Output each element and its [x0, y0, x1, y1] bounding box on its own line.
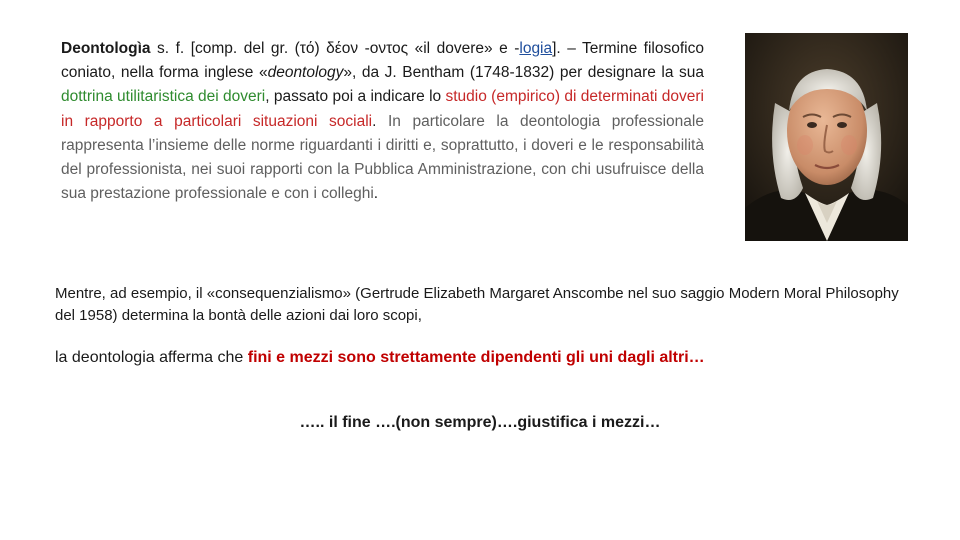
- utilitarian-doctrine-highlight: dottrina utilitaristica dei doveri: [61, 88, 266, 106]
- professional-deontology-text: In particolare la deontologia professionale rappresenta l’insieme delle norme riguardanti i diritti e, soprattutto, i doveri e le responsabilità del professionista, nei suoi rapporti con la Pubblica Amministrazione, con chi usufruisce della sua prestazione professionale e con i colleghi: [61, 112, 704, 203]
- empirical-study-highlight: studio (empirico) di determinati doveri in rapporto a particolari situazioni sociali: [61, 88, 704, 130]
- claim-emphasis: fini e mezzi sono strettamente dipendenti gli uni dagli altri…: [247, 349, 705, 366]
- deontology-claim: [55, 347, 915, 369]
- portrait-of-jeremy-bentham-icon: [745, 33, 908, 241]
- definition-transition: , passato poi a indicare lo: [265, 88, 446, 106]
- definition-bentham: », da J. Bentham (1748-1832) per designare la sua: [343, 64, 705, 82]
- consequentialism-paragraph: Mentre, ad esempio, il «consequenzialismo» (Gertrude Elizabeth Margaret Anscombe nel suo saggio Modern Moral Philosophy del 1958) determina la bontà delle azioni dai loro scopi,: [55, 285, 899, 324]
- claim-lead: la deontologia afferma che: [55, 349, 248, 366]
- portrait-image: [745, 33, 908, 241]
- definition-term: Deontologìa: [61, 40, 151, 57]
- definition-period: .: [372, 112, 388, 130]
- ends-means-motto: ….. il fine ….(non sempre)….giustifica i mezzi…: [299, 414, 661, 431]
- english-term: deontology: [267, 64, 344, 82]
- definition-end: .: [373, 185, 379, 203]
- logia-link[interactable]: logia: [519, 40, 553, 57]
- definition-origin: ]. – Termine filosofico coniato, nella forma inglese «: [61, 40, 704, 82]
- definition-etymology: s. f. [comp. del gr. (τό) δέον -οντος «il dovere» e -: [150, 40, 520, 57]
- definition-paragraph: [61, 37, 704, 206]
